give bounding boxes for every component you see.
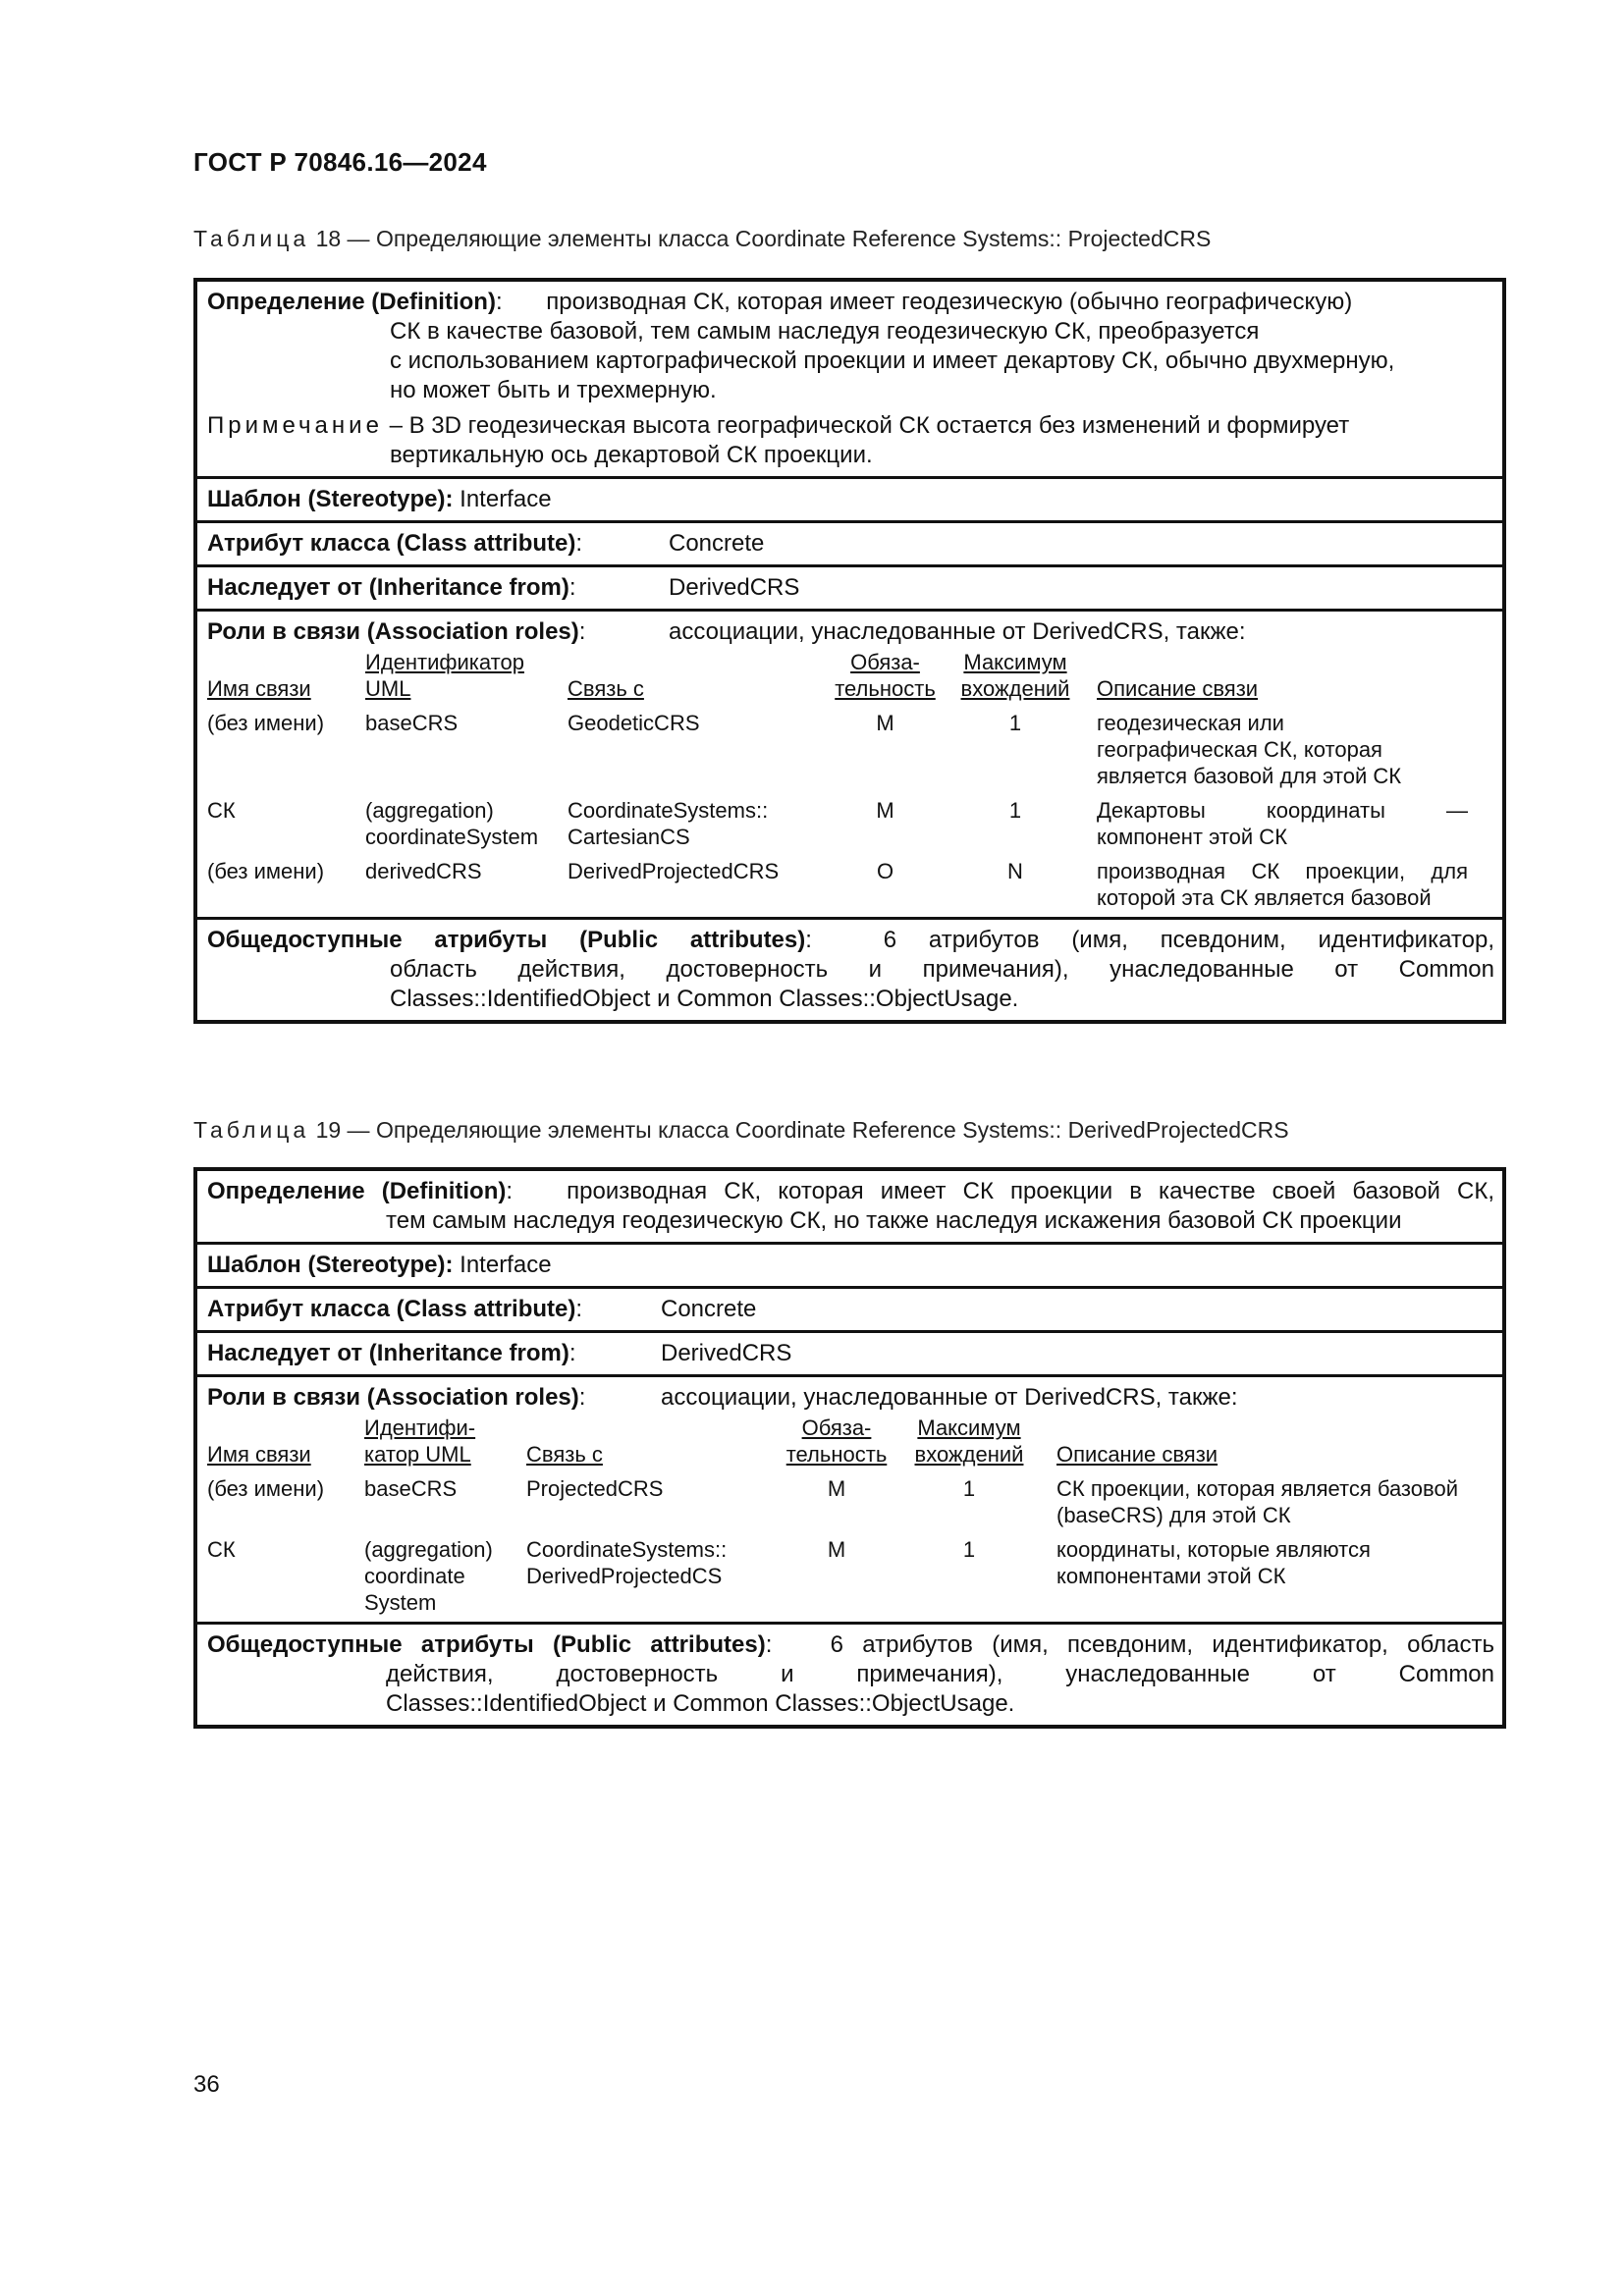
public-attributes-line: Classes::IdentifiedObject и Common Classes::ObjectUsage. [386, 1690, 1015, 1717]
definition-line: с использованием картографической проекции и имеет декартову СК, обычно двухмерную, [390, 347, 1395, 374]
cell-name: (без имени) [207, 1476, 325, 1501]
inheritance-label: Наследует от (Inheritance from) [207, 1340, 569, 1366]
column-header-desc: Описание связи [1097, 676, 1259, 701]
column-header-id: катор UML [364, 1442, 471, 1467]
column-header-max: Максимум [963, 650, 1067, 674]
definition-line: тем самым наследуя геодезическую СК, но также наследуя искажения базовой СК проекции [386, 1207, 1402, 1234]
table-row [207, 710, 1494, 789]
class-attribute-value: Concrete [661, 1296, 757, 1322]
column-header-link: Связь с [568, 676, 644, 701]
cell-link: CoordinateSystems:: [568, 798, 769, 823]
cell-oblig: M [827, 1476, 846, 1501]
cell-link: DerivedProjectedCS [526, 1564, 723, 1588]
stereotype-value: Interface [460, 1252, 552, 1278]
colon: : [578, 618, 586, 645]
inheritance-value: DerivedCRS [661, 1340, 792, 1366]
association-roles-value: ассоциации, унаследованные от DerivedCRS, также: [661, 1384, 1238, 1411]
inheritance-value: DerivedCRS [669, 574, 800, 601]
public-attributes-label: Общедоступные атрибуты (Public attributes) [207, 927, 806, 953]
caption-word: Таблица [193, 1117, 310, 1143]
definition-line: но может быть и трехмерную. [390, 377, 717, 403]
table-row [207, 1475, 1494, 1528]
cell-desc: СК проекции, которая является базовой [1056, 1476, 1458, 1501]
caption-text: 18 — Определяющие элементы класса Coordinate Reference Systems:: ProjectedCRS [315, 226, 1212, 251]
column-header-id: UML [365, 676, 411, 701]
class-attribute-label: Атрибут класса (Class attribute) [207, 530, 576, 557]
cell-max: 1 [962, 1537, 976, 1562]
cell-desc: географическая СК, которая [1097, 737, 1382, 762]
cell-name: (без имени) [207, 711, 325, 735]
colon: : [495, 289, 503, 315]
column-header-name: Имя связи [207, 676, 311, 701]
column-header-oblig: Обяза- [801, 1415, 872, 1440]
column-header-max: вхождений [914, 1442, 1024, 1467]
colon: : [568, 574, 576, 601]
cell-id: derivedCRS [365, 859, 482, 883]
table-19-caption [193, 1117, 1289, 1144]
cell-oblig: M [876, 798, 894, 823]
cell-max: N [1007, 859, 1023, 883]
association-roles-label: Роли в связи (Association roles) [207, 1384, 579, 1411]
colon: : [805, 927, 812, 953]
inheritance-label: Наследует от (Inheritance from) [207, 574, 569, 601]
definition-label: Определение (Definition) [207, 289, 496, 315]
association-roles-row [197, 1374, 1502, 1622]
association-roles-value: ассоциации, унаследованные от DerivedCRS, также: [669, 618, 1246, 645]
cell-name: (без имени) [207, 859, 325, 883]
caption-text: 19 — Определяющие элементы класса Coordinate Reference Systems:: DerivedProjectedCRS [315, 1117, 1289, 1143]
cell-id: (aggregation) [365, 798, 494, 823]
definition-line: СК в качестве базовой, тем самым наследуя геодезическую СК, преобразуется [390, 318, 1260, 345]
column-header-oblig: Обяза- [850, 650, 920, 674]
public-attributes-label: Общедоступные атрибуты (Public attributes) [207, 1631, 766, 1658]
cell-desc: координаты, которые являются [1056, 1537, 1371, 1562]
cell-link: CoordinateSystems:: [526, 1537, 728, 1562]
colon: : [575, 1296, 583, 1322]
definition-label: Определение (Definition) [207, 1178, 507, 1204]
caption-word: Таблица [193, 226, 310, 251]
column-header-desc: Описание связи [1056, 1442, 1218, 1467]
cell-id: baseCRS [365, 711, 459, 735]
class-attribute-row [197, 1286, 1502, 1330]
stereotype-row [197, 1242, 1502, 1286]
cell-oblig: M [827, 1537, 846, 1562]
association-table [207, 649, 1494, 911]
cell-desc: Декартовы координаты — [1097, 798, 1468, 823]
cell-max: 1 [1008, 798, 1022, 823]
cell-desc: является базовой для этой СК [1097, 764, 1402, 788]
cell-desc: производная СК проекции, для [1097, 859, 1468, 883]
definition-row [197, 282, 1502, 476]
column-header-link: Связь с [526, 1442, 603, 1467]
association-header [207, 1415, 1494, 1468]
cell-desc: которой эта СК является базовой [1097, 885, 1432, 910]
cell-oblig: M [876, 711, 894, 735]
cell-desc: (baseCRS) для этой СК [1056, 1503, 1291, 1527]
stereotype-label: Шаблон (Stereotype) [207, 486, 446, 512]
definition-line: производная СК, которая имеет СК проекции в качестве своей базовой СК, [567, 1178, 1494, 1204]
colon: : [445, 1252, 454, 1278]
table-row [207, 797, 1494, 850]
cell-id: System [364, 1590, 437, 1615]
colon: : [506, 1178, 514, 1204]
association-header [207, 649, 1494, 702]
table-row [207, 1536, 1494, 1616]
colon: : [575, 530, 583, 557]
cell-id: baseCRS [364, 1476, 458, 1501]
definition-line: производная СК, которая имеет геодезическую (обычно географическую) [546, 289, 1353, 315]
column-header-oblig: тельность [835, 676, 936, 701]
cell-link: CartesianCS [568, 825, 690, 849]
note-line: вертикальную ось декартовой СК проекции. [390, 442, 873, 468]
cell-name: СК [207, 798, 236, 823]
public-attributes-row [197, 917, 1502, 1020]
class-attribute-row [197, 520, 1502, 564]
stereotype-row [197, 476, 1502, 520]
column-header-id: Идентифи- [364, 1415, 476, 1440]
table-18-caption [193, 226, 1211, 252]
inheritance-row [197, 1330, 1502, 1374]
document-header: ГОСТ Р 70846.16—2024 [193, 147, 487, 177]
colon: : [765, 1631, 773, 1658]
cell-desc: компонентами этой СК [1056, 1564, 1286, 1588]
cell-link: DerivedProjectedCRS [568, 859, 780, 883]
column-header-name: Имя связи [207, 1442, 311, 1467]
cell-id: coordinate [364, 1564, 465, 1588]
inheritance-row [197, 564, 1502, 609]
column-header-id: Идентификатор [365, 650, 524, 674]
column-header-max: вхождений [960, 676, 1070, 701]
colon: : [578, 1384, 586, 1411]
public-attributes-line: 6 атрибутов (имя, псевдоним, идентификатор, область [830, 1631, 1494, 1658]
cell-name: СК [207, 1537, 236, 1562]
public-attributes-line: Classes::IdentifiedObject и Common Classes::ObjectUsage. [390, 986, 1019, 1012]
column-header-oblig: тельность [785, 1442, 888, 1467]
class-attribute-value: Concrete [669, 530, 765, 557]
colon: : [568, 1340, 576, 1366]
public-attributes-line: область действия, достоверность и примечания), унаследованные от Common [390, 956, 1494, 983]
class-attribute-label: Атрибут класса (Class attribute) [207, 1296, 576, 1322]
cell-max: 1 [962, 1476, 976, 1501]
stereotype-label: Шаблон (Stereotype) [207, 1252, 446, 1278]
note-line: – В 3D геодезическая высота географической СК остается без изменений и формирует [389, 412, 1350, 439]
public-attributes-row [197, 1622, 1502, 1725]
note-word: Примечание [207, 412, 383, 439]
association-table [207, 1415, 1494, 1616]
stereotype-value: Interface [460, 486, 552, 512]
cell-desc: компонент этой СК [1097, 825, 1288, 849]
cell-link: ProjectedCRS [526, 1476, 664, 1501]
cell-id: coordinateSystem [365, 825, 539, 849]
association-roles-row [197, 609, 1502, 917]
table-19 [193, 1167, 1506, 1729]
cell-oblig: O [876, 859, 894, 883]
public-attributes-line: действия, достоверность и примечания), унаследованные от Common [386, 1661, 1494, 1687]
cell-link: GeodeticCRS [568, 711, 700, 735]
column-header-max: Максимум [917, 1415, 1021, 1440]
page-number: 36 [193, 2071, 220, 2098]
table-row [207, 858, 1494, 911]
table-18 [193, 278, 1506, 1024]
association-roles-label: Роли в связи (Association roles) [207, 618, 579, 645]
cell-max: 1 [1008, 711, 1022, 735]
colon: : [445, 486, 454, 512]
cell-id: (aggregation) [364, 1537, 493, 1562]
public-attributes-line: 6 атрибутов (имя, псевдоним, идентификатор, [883, 927, 1494, 953]
definition-row [197, 1171, 1502, 1242]
cell-desc: геодезическая или [1097, 711, 1284, 735]
